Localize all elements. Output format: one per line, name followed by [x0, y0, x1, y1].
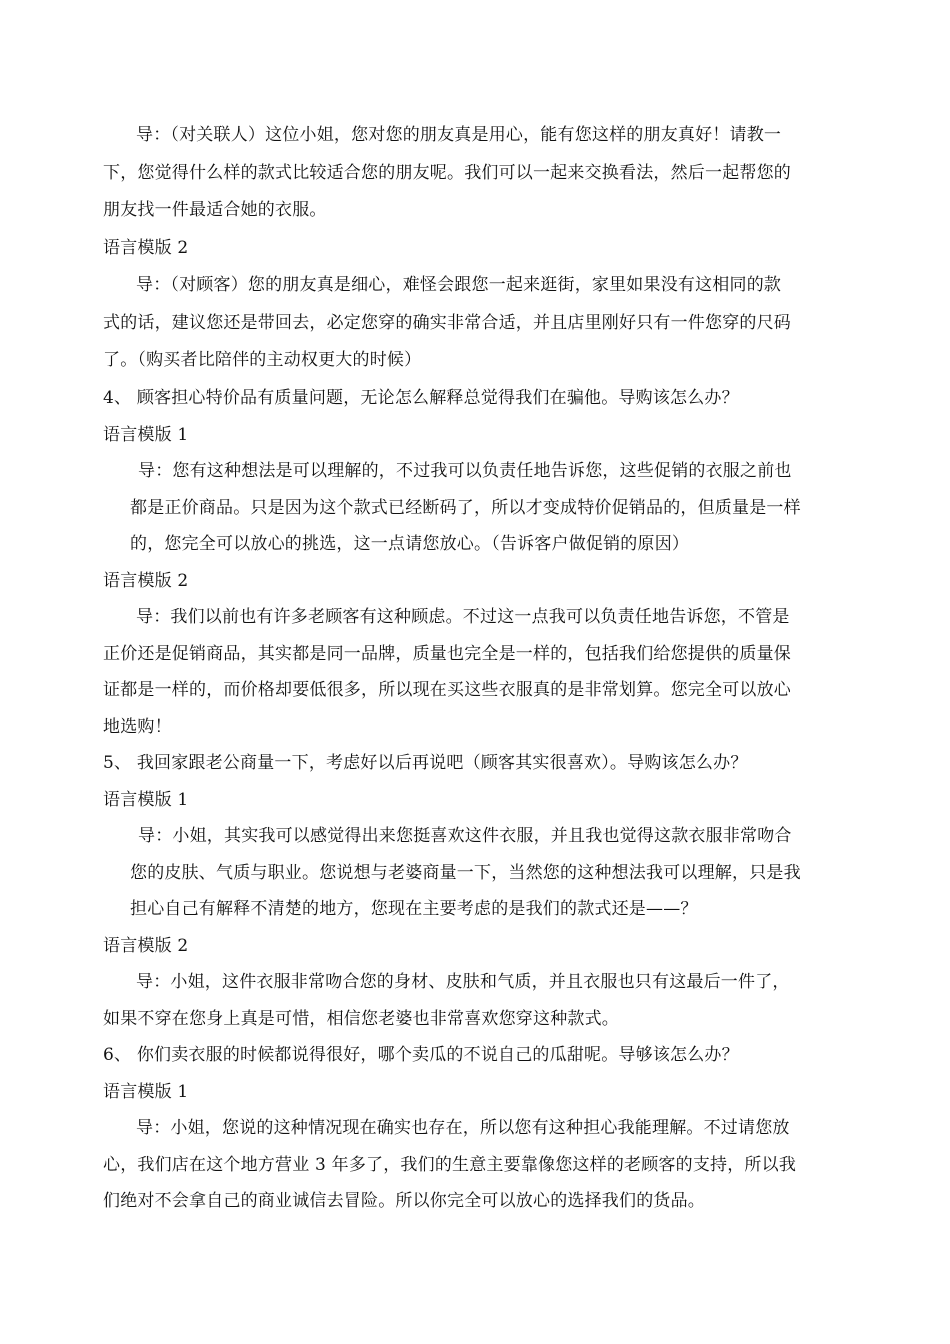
paragraph-line: 导：小姐，其实我可以感觉得出来您挺喜欢这件衣服，并且我也觉得这款衣服非常吻合 [138, 826, 792, 846]
paragraph-line: 们绝对不会拿自己的商业诚信去冒险。所以你完全可以放心的选择我们的货品。 [103, 1191, 705, 1211]
paragraph-line: 式的话，建议您还是带回去，必定您穿的确实非常合适，并且店里刚好只有一件您穿的尺码 [103, 313, 791, 333]
paragraph-line: 朋友找一件最适合她的衣服。 [103, 200, 327, 220]
template-heading: 语言模版 2 [103, 936, 189, 956]
paragraph-line: 心，我们店在这个地方营业 3 年多了，我们的生意主要靠像您这样的老顾客的支持，所以我 [103, 1155, 797, 1175]
paragraph-line: 您的皮肤、气质与职业。您说想与老婆商量一下，当然您的这种想法我可以理解，只是我 [130, 863, 801, 883]
template-heading: 语言模版 1 [103, 790, 189, 810]
paragraph-line: 导：（对关联人）这位小姐，您对您的朋友真是用心，能有您这样的朋友真好！请教一 [136, 125, 782, 145]
paragraph-line: 导：（对顾客）您的朋友真是细心，难怪会跟您一起来逛街，家里如果没有这相同的款 [136, 275, 782, 295]
paragraph-line: 导：我们以前也有许多老顾客有这种顾虑。不过这一点我可以负责任地告诉您，不管是 [136, 607, 790, 627]
paragraph-line: 担心自己有解释不清楚的地方，您现在主要考虑的是我们的款式还是——？ [130, 899, 698, 919]
paragraph-line: 了。（购买者比陪伴的主动权更大的时候） [103, 350, 422, 370]
template-heading: 语言模版 2 [103, 571, 189, 591]
paragraph-line: 导：您有这种想法是可以理解的，不过我可以负责任地告诉您，这些促销的衣服之前也 [138, 461, 792, 481]
paragraph-line: 证都是一样的，而价格却要低很多，所以现在买这些衣服真的是非常划算。您完全可以放心 [103, 680, 791, 700]
paragraph-line: 导：小姐，这件衣服非常吻合您的身材、皮肤和气质，并且衣服也只有这最后一件了， [136, 972, 790, 992]
question-heading: 6、 你们卖衣服的时候都说得很好，哪个卖瓜的不说自己的瓜甜呢。导够该怎么办？ [103, 1045, 739, 1065]
question-heading: 5、 我回家跟老公商量一下，考虑好以后再说吧（顾客其实很喜欢）。导购该怎么办？ [103, 753, 748, 773]
template-heading: 语言模版 1 [103, 425, 189, 445]
template-heading: 语言模版 2 [103, 238, 189, 258]
template-heading: 语言模版 1 [103, 1082, 189, 1102]
paragraph-line: 正价还是促销商品，其实都是同一品牌，质量也完全是一样的，包括我们给您提供的质量保 [103, 644, 791, 664]
paragraph-line: 地选购！ [103, 717, 172, 737]
paragraph-line: 的，您完全可以放心的挑选，这一点请您放心。（告诉客户做促销的原因） [130, 534, 690, 554]
paragraph-line: 导：小姐，您说的这种情况现在确实也存在，所以您有这种担心我能理解。不过请您放 [136, 1118, 790, 1138]
paragraph-line: 下，您觉得什么样的款式比较适合您的朋友呢。我们可以一起来交换看法，然后一起帮您的 [103, 163, 791, 183]
paragraph-line: 都是正价商品。只是因为这个款式已经断码了，所以才变成特价促销品的，但质量是一样 [130, 498, 801, 518]
paragraph-line: 如果不穿在您身上真是可惜，相信您老婆也非常喜欢您穿这种款式。 [103, 1009, 619, 1029]
question-heading: 4、 顾客担心特价品有质量问题，无论怎么解释总觉得我们在骗他。导购该怎么办？ [103, 388, 739, 408]
